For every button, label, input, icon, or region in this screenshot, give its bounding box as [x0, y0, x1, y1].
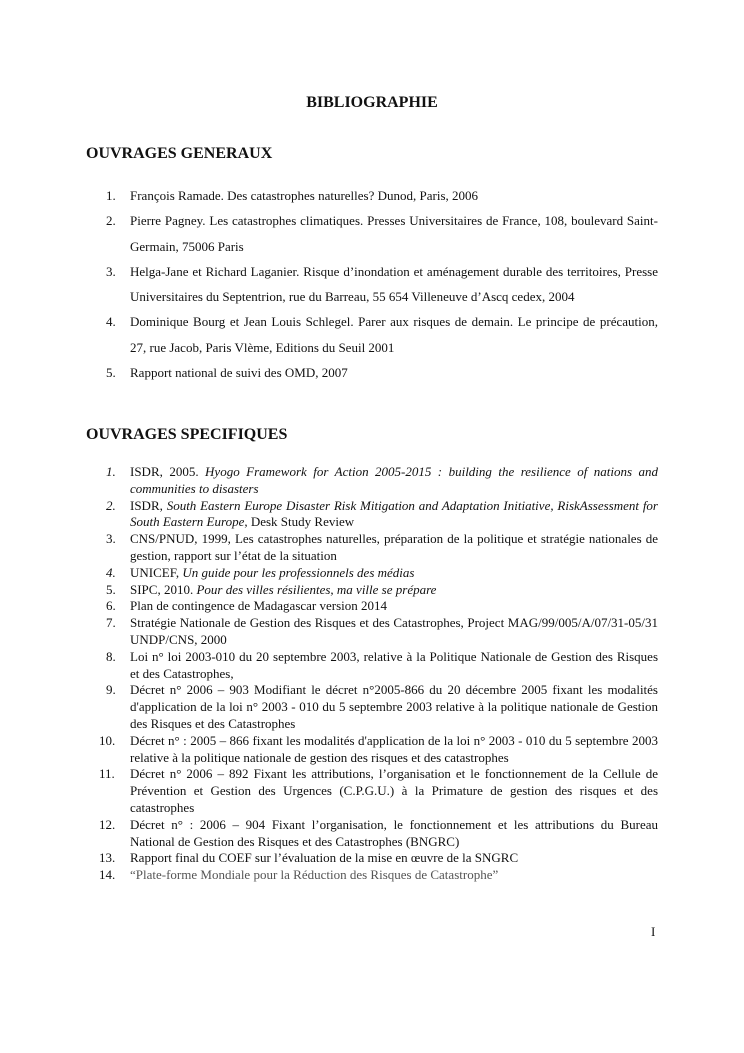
list-item-text: CNS/PNUD, 1999, Les catastrophes naturelles, préparation de la politique et stratégie nationales de gestion, rapport sur l’état de la situation: [130, 531, 658, 563]
list-item-number: 7.: [106, 615, 116, 631]
list-item: [106, 259, 658, 310]
list-item-text: Rapport final du COEF sur l’évaluation de la mise en œuvre de la SNGRC: [130, 850, 519, 866]
list-item-number: 9.: [106, 682, 116, 698]
specific-works-list: [99, 464, 658, 884]
list-item-number: 12.: [99, 816, 116, 832]
list-item-number: 1.: [106, 188, 116, 203]
section-heading-specific-works: OUVRAGES SPECIFIQUES: [86, 426, 288, 443]
page-title: [0, 94, 744, 112]
list-item-text: “Plate-forme Mondiale pour la Réduction des Risques de Catastrophe”: [130, 867, 499, 883]
section-heading-general-works: OUVRAGES GENERAUX: [86, 145, 273, 162]
list-item: [106, 498, 658, 532]
list-item-text: Décret n° : 2006 – 904 Fixant l’organisation, le fonctionnement et les attributions du Bureau National de Gestion des Risques et des Catastrophes (BNGRC): [130, 816, 658, 849]
list-item-number: 5.: [106, 581, 116, 597]
list-item-text: Décret n° : 2005 – 866 fixant les modalités d'application de la loi n° 2003 - 010 du 5 septembre 2003 relative à la politique nationale de gestion des risques et des catastrophes: [130, 732, 658, 765]
list-item-number: 2.: [106, 497, 116, 513]
general-works-list: [106, 183, 658, 385]
list-item: [106, 309, 658, 360]
list-item-text: ISDR, 2005.: [130, 464, 206, 479]
list-item-number: 13.: [99, 850, 116, 866]
list-item-number: 1.: [106, 464, 116, 479]
list-item-number: 3.: [106, 263, 116, 279]
list-item: [106, 360, 658, 385]
list-item-text: Rapport national de suivi des OMD, 2007: [130, 365, 348, 381]
list-item-text: ISDR,: [130, 497, 167, 513]
list-item: [99, 850, 658, 867]
list-item-text: Helga-Jane et Richard Laganier. Risque d’inondation et aménagement durable des territoires, Presse Universitaires du Septentrion, rue du Barreau, 55 654 Villeneuve d’Ascq cedex, 2004: [130, 263, 658, 305]
list-item: [106, 183, 658, 208]
list-item-number: 2.: [106, 213, 116, 229]
list-item-number: 4.: [106, 564, 116, 580]
list-item: [106, 615, 658, 649]
list-item-number: 8.: [106, 648, 116, 664]
list-item-number: 5.: [106, 365, 116, 381]
list-item-text: Loi n° loi 2003-010 du 20 septembre 2003, relative à la Politique Nationale de Gestion des Risques et des Catastrophes,: [130, 648, 658, 681]
list-item-italic-title: South Eastern Europe Disaster Risk Mitigation and Adaptation Initiative, RiskAssessment for South Eastern Europe: [130, 497, 658, 530]
list-item-number: 10.: [99, 732, 116, 748]
list-item: [106, 682, 658, 732]
list-item-text: Décret n° 2006 – 892 Fixant les attributions, l’organisation et le fonctionnement de la Cellule de Prévention et Gestion des Urgences (C.P.G.U.) à la Primature de gestion des risques et des catastrophes: [130, 766, 658, 815]
list-item-text: Décret n° 2006 – 903 Modifiant le décret n°2005-866 du 20 décembre 2005 fixant les modalités d'application de la loi n° 2003 - 010 du 5 septembre 2003 relative à la politique nationale de Gestion des Risques et des Catastrophes: [130, 682, 658, 731]
list-item: [106, 582, 658, 599]
list-item-number: 6.: [106, 598, 116, 614]
list-item-italic-title: Pour des villes résilientes, ma ville se prépare: [196, 581, 437, 597]
list-item-number: 3.: [106, 531, 116, 547]
list-item-text: Dominique Bourg et Jean Louis Schlegel. Parer aux risques de demain. Le principe de précaution, 27, rue Jacob, Paris Vlème, Editions du Seuil 2001: [130, 314, 658, 355]
list-item-italic-title: Hyogo Framework for Action 2005-2015 : building the resilience of nations and communities to disasters: [130, 464, 658, 496]
list-item-text-suffix: , Desk Study Review: [244, 514, 355, 530]
list-item-number: 14.: [99, 867, 116, 883]
list-item: [106, 531, 658, 565]
list-item: [99, 766, 658, 816]
list-item-number: 4.: [106, 314, 116, 330]
list-item: [106, 598, 658, 615]
list-item: [106, 649, 658, 683]
list-item-text: Pierre Pagney. Les catastrophes climatiques. Presses Universitaires de France, 108, boulevard Saint-Germain, 75006 Paris: [130, 213, 658, 254]
list-item: [99, 732, 658, 767]
list-item: [99, 816, 658, 851]
list-item: [106, 464, 658, 498]
list-item-italic-title: Un guide pour les professionnels des médias: [182, 564, 415, 580]
page-number: I: [651, 924, 656, 939]
list-item-text: SIPC, 2010.: [130, 581, 197, 597]
list-item-text: François Ramade. Des catastrophes naturelles? Dunod, Paris, 2006: [130, 188, 479, 203]
list-item-text: Plan de contingence de Madagascar version 2014: [130, 598, 388, 614]
list-item-number: 11.: [99, 766, 115, 782]
list-item: [106, 208, 658, 259]
list-item-text: UNICEF,: [130, 564, 183, 580]
page-title-text: BIBLIOGRAPHIE: [306, 94, 438, 111]
list-item-text: Stratégie Nationale de Gestion des Risques et des Catastrophes, Project MAG/99/005/A/07/31-05/31 UNDP/CNS, 2000: [130, 615, 658, 647]
list-item: [106, 565, 658, 582]
list-item: [99, 867, 658, 884]
